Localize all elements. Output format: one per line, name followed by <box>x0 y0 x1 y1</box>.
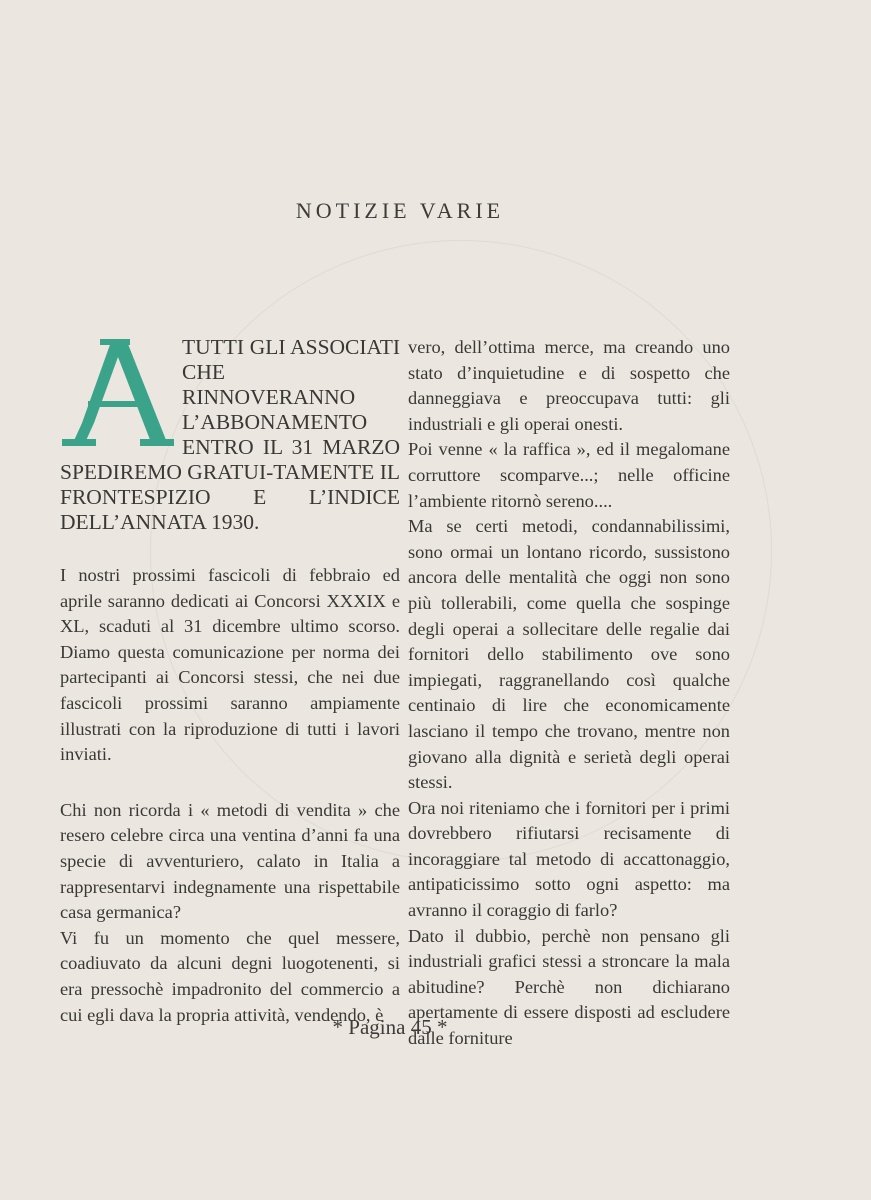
right-column <box>408 335 730 1052</box>
left-column <box>60 335 400 1028</box>
paragraph-fornitori: Ora noi riteniamo che i fornitori per i primi dovrebbero rifiutarsi recisamente di incoraggiare tal metodo di accattonaggio, antipaticissimo sotto ogni aspetto: ma avranno il coraggio di farlo? <box>408 797 730 921</box>
svg-text:A: A <box>118 395 119 396</box>
paragraph-concorsi: I nostri prossimi fascicoli di febbraio ed aprile saranno dedicati ai Concorsi XXXIX e XL, scaduti al 31 dicembre ultimo scorso. Diamo questa comunicazione per norma dei partecipanti ai Concorsi stessi, che nei due fascicoli prossimi saranno ampiamente illustrati con la riproduzione di tutti i lavori inviati. <box>60 565 400 765</box>
paragraph-mentalita: Ma se certi metodi, condannabilissimi, sono ormai un lontano ricordo, sussistono ancora delle mentalità che oggi non sono più tollerabili, come quella che sospinge degli operai a sollecitare delle regalie dai fornitori dello stabilimento ove sono impiegati, raggranellando così qualche centinaio di lire che economicamente lasciano il tempo che trovano, mentre non giovano alla dignità e serietà degli operai stessi. <box>408 516 730 793</box>
page-title: NOTIZIE VARIE <box>295 198 505 223</box>
paragraph-dubbio: Dato il dubbio, perchè non pensano gli industriali grafici stessi a stroncare la mala abitudine? Perchè non dichiarano apertamente di essere disposti ad escludere dalle forniture <box>408 925 730 1049</box>
page-number: * Pagina 45 * <box>332 1015 448 1039</box>
paragraph-metodi: Chi non ricorda i « metodi di vendita » che resero celebre circa una ventina d’anni fa una specie di avventuriero, calato in Italia a rappresentarvi indegnamente una rispettabile casa germanica? <box>60 799 400 923</box>
paragraph-raffica: Poi venne « la raffica », ed il megalomane corruttore scomparve...; nelle officine l’ambiente ritornò sereno.... <box>408 439 730 511</box>
associates-notice <box>60 335 400 535</box>
paragraph-momento: Vi fu un momento che quel messere, coadiuvato da alcuni degni luogotenenti, si era pressochè impadronito del commercio a cui egli dava la propria attività, vendendo, è <box>60 927 400 1025</box>
decorative-initial-a <box>60 335 176 451</box>
paragraph-merce: vero, dell’ottima merce, ma creando uno stato d’inquietudine e di sospetto che danneggiava e preoccupava tutti: gli industriali e gli operai onesti. <box>408 337 730 434</box>
notice-text: TUTTI GLI ASSOCIATI CHE RINNOVERANNO L’ABBONAMENTO ENTRO IL 31 MARZO SPEDIREMO GRATUI-TAMENTE IL FRONTESPIZIO E L’INDICE DELL’ANNATA 1930. <box>60 335 400 534</box>
